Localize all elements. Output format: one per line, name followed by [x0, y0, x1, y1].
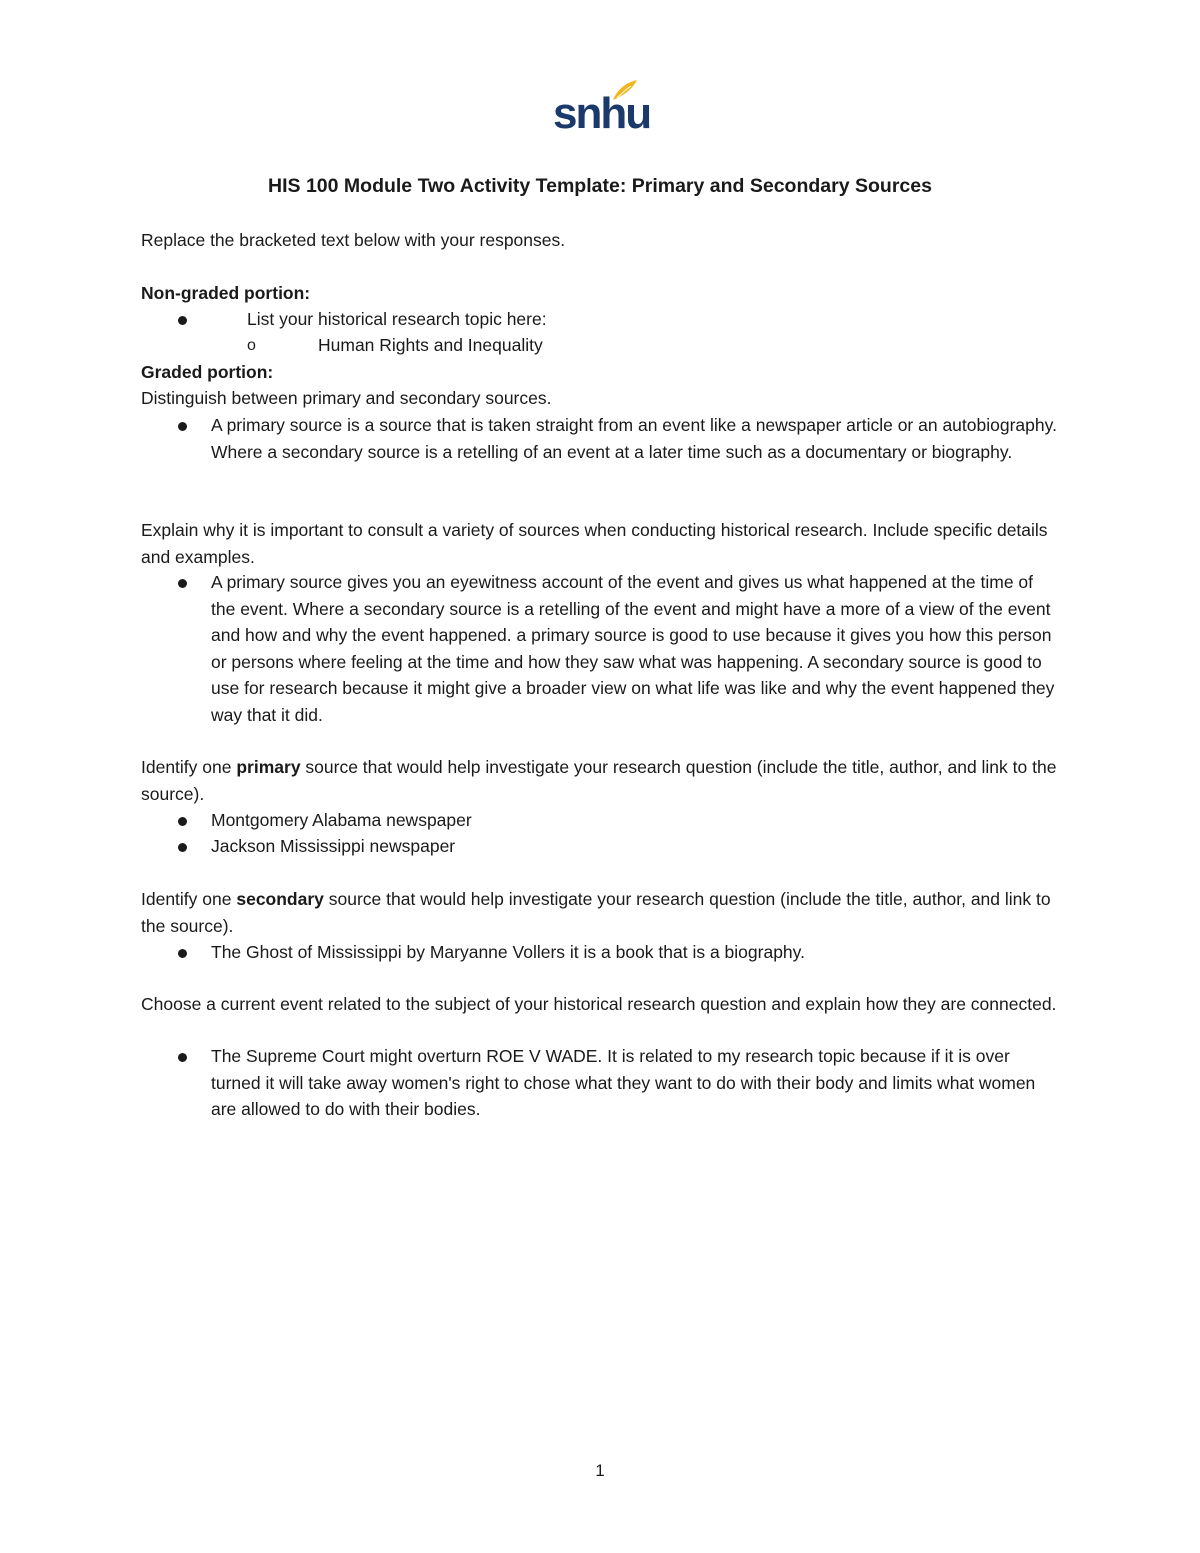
bullet-icon — [178, 815, 190, 827]
research-topic: Human Rights and Inequality — [318, 335, 543, 355]
leaf-icon — [611, 78, 639, 102]
q5-answer: The Supreme Court might overturn ROE V WADE. It is related to my research topic because if it is over turned it will take away women's right to chose what they want to do with their body and limits what women are allowed to do with their bodies. — [211, 1046, 1036, 1119]
non-graded-heading: Non-graded portion: — [141, 283, 311, 303]
q1-answer: A primary source is a source that is taken straight from an event like a newspaper article or an autobiography. Where a secondary source is a retelling of an event at a later time such as a documentary or biography. — [211, 415, 1057, 462]
q4-prompt — [141, 886, 1071, 939]
document-title: HIS 100 Module Two Activity Template: Primary and Secondary Sources — [268, 175, 932, 197]
bullet-icon — [178, 947, 190, 959]
instructions-text: Replace the bracketed text below with your responses. — [141, 230, 566, 250]
q3-prompt — [141, 754, 1071, 807]
q2-answer: A primary source gives you an eyewitness account of the event and gives us what happened at the time of the event. Where a secondary source is a retelling of the event and might have a more of a view of the event and how and why the event happened. a primary source is good to use because it gives you how this person or persons where feeling at the time and how they saw what was happening. A secondary source is good to use for research because it might give a broader view on what life was like and why the event happened they way that it did. — [211, 572, 1055, 725]
q3-prompt-after: source that would help investigate your research question (include the title, author, and link to the source). — [141, 757, 1057, 804]
q4-prompt-bold: secondary — [236, 889, 324, 909]
q4-prompt-after: source that would help investigate your research question (include the title, author, and link to the source). — [141, 889, 1051, 936]
q3-prompt-bold: primary — [236, 757, 301, 777]
q3-answer-2: Jackson Mississippi newspaper — [211, 836, 456, 856]
q5-prompt: Choose a current event related to the subject of your historical research question and explain how they are connected. — [141, 994, 1057, 1014]
q4-prompt-before: Identify one — [141, 889, 237, 909]
logo-wordmark: snhu — [553, 89, 651, 138]
snhu-logo — [553, 78, 651, 140]
bullet-icon — [178, 420, 190, 432]
q2-prompt: Explain why it is important to consult a variety of sources when conducting historical research. Include specific details and examples. — [141, 520, 1048, 567]
bullet-icon — [178, 1051, 190, 1063]
q3-prompt-before: Identify one — [141, 757, 237, 777]
sub-bullet-marker: o — [247, 337, 256, 354]
bullet-icon — [178, 841, 190, 853]
q3-answer-1: Montgomery Alabama newspaper — [211, 810, 472, 830]
topic-prompt: List your historical research topic here: — [247, 309, 547, 329]
q4-answer: The Ghost of Mississippi by Maryanne Vollers it is a book that is a biography. — [211, 942, 805, 962]
bullet-icon — [178, 314, 190, 326]
q1-prompt: Distinguish between primary and secondary sources. — [141, 388, 552, 408]
bullet-icon — [178, 577, 190, 589]
graded-heading: Graded portion: — [141, 362, 274, 382]
page-number: 1 — [595, 1461, 605, 1480]
